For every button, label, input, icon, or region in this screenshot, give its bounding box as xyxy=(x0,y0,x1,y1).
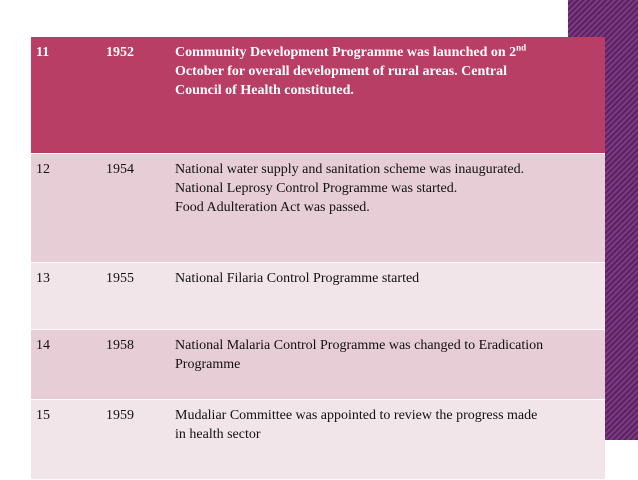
table-row xyxy=(31,330,605,400)
row-number: 13 xyxy=(36,271,50,286)
row-year: 1959 xyxy=(106,408,134,423)
row-number: 12 xyxy=(36,162,50,177)
row-description: Community Development Programme was launched on 2nd October for overall development of rural areas. Central Council of Health constituted. xyxy=(175,42,527,98)
row-year: 1954 xyxy=(106,162,134,177)
history-table xyxy=(31,37,605,480)
row-description: National Malaria Control Programme was changed to Eradication Programme xyxy=(175,338,544,372)
row-description: Mudaliar Committee was appointed to review the progress made in health sector xyxy=(175,408,538,442)
row-description: National water supply and sanitation scheme was inaugurated. National Leprosy Control Programme was started. Food Adulteration Act was passed. xyxy=(175,162,525,215)
row-year: 1958 xyxy=(106,338,134,353)
table-row xyxy=(31,263,605,330)
row-number: 14 xyxy=(36,338,50,353)
table-row xyxy=(31,400,605,480)
table-row xyxy=(31,37,605,154)
table-row xyxy=(31,154,605,263)
row-number: 11 xyxy=(36,45,50,60)
row-description: National Filaria Control Programme started xyxy=(175,271,420,286)
row-year: 1955 xyxy=(106,271,134,286)
row-year: 1952 xyxy=(106,45,134,60)
row-number: 15 xyxy=(36,408,50,423)
